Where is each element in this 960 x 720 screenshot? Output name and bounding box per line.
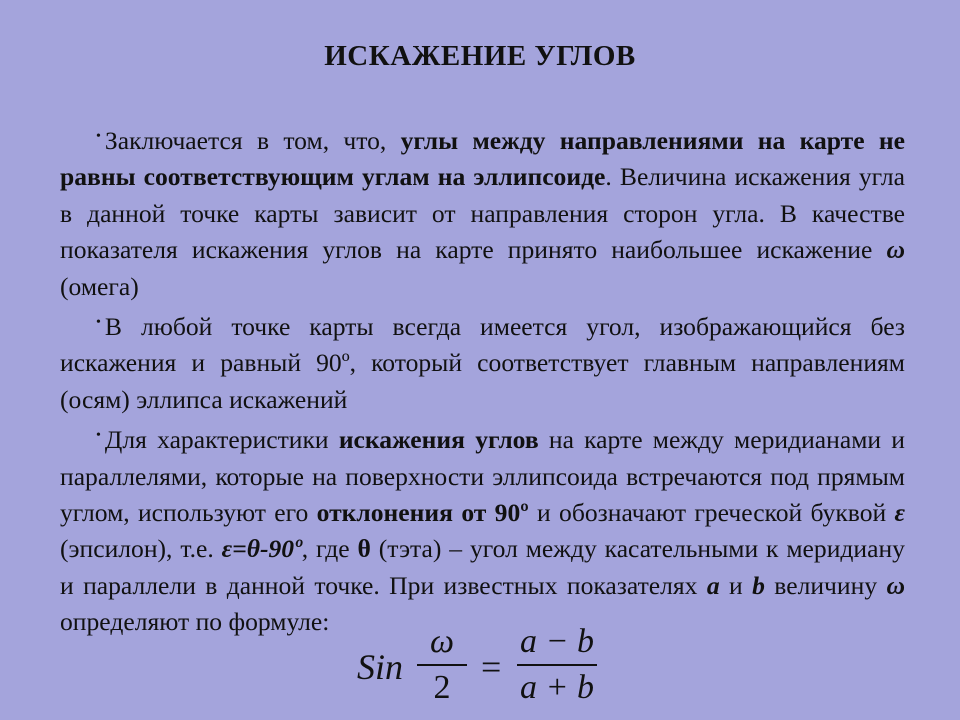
slide-title: ИСКАЖЕНИЕ УГЛОВ: [324, 40, 636, 72]
bold-text: углы между направлениями на карте не равны соответствующим углам на эллипсоиде: [60, 126, 905, 192]
fraction-bar: [517, 664, 597, 666]
paragraph-1: [60, 119, 905, 305]
text: величину: [764, 570, 887, 600]
text: (омега): [60, 271, 139, 301]
formula-sin: Sin: [357, 647, 404, 687]
omega-symbol: ω: [886, 570, 906, 600]
text: и обозначают греческой буквой: [528, 498, 895, 528]
formula-denominator: a + b: [520, 669, 594, 706]
formula: [357, 622, 597, 712]
formula-numerator: a − b: [520, 623, 594, 660]
text: Для характеристики: [104, 425, 339, 455]
formula-denominator-2: 2: [433, 669, 451, 706]
formula-fraction-right: [517, 622, 597, 708]
a-symbol: a: [706, 570, 720, 600]
text: В любой точке карты всегда имеется угол, изображающийся без искажения и равный 90º, который соответствует главным направлениям (осям) эллипса искажений: [60, 312, 905, 414]
text: , где: [301, 534, 358, 564]
text: Заключается в том, что,: [104, 126, 401, 155]
formula-numerator-omega: ω: [429, 623, 454, 660]
fraction-bar: [417, 664, 467, 666]
formula-equals: =: [481, 647, 502, 687]
omega-symbol: ω: [886, 235, 905, 265]
bullet-icon: •: [96, 428, 101, 444]
text: на карте между меридианами и параллелями, которые на поверхности эллипсоида встречаются под прямым углом, используют его: [60, 425, 905, 528]
epsilon-symbol: ε: [894, 498, 905, 528]
formula-fraction-left: [417, 622, 467, 708]
b-symbol: b: [752, 570, 765, 600]
bold-text: отклонения от 90º: [316, 498, 529, 528]
text: определяют по формуле:: [60, 607, 330, 637]
text: . Величина искажения угла в данной точке карты зависит от направления сторон угла. В качестве показателя искажения углов на карте принято наибольшее искажение: [60, 162, 905, 265]
paragraph-3: [60, 418, 905, 640]
slide-body: [60, 119, 905, 641]
text: (эпсилон), т.е.: [60, 534, 222, 564]
bullet-icon: •: [96, 315, 101, 331]
paragraph-2: [60, 305, 905, 418]
bold-text: искажения углов: [338, 425, 539, 455]
text: (тэта) – угол между касательными к меридиану и параллели в данной точке. При известных показателях: [60, 534, 905, 600]
theta-symbol: θ: [357, 534, 371, 564]
text: и: [719, 570, 753, 600]
bullet-icon: •: [96, 129, 101, 144]
bold-text: ε=θ-90º: [221, 534, 302, 564]
